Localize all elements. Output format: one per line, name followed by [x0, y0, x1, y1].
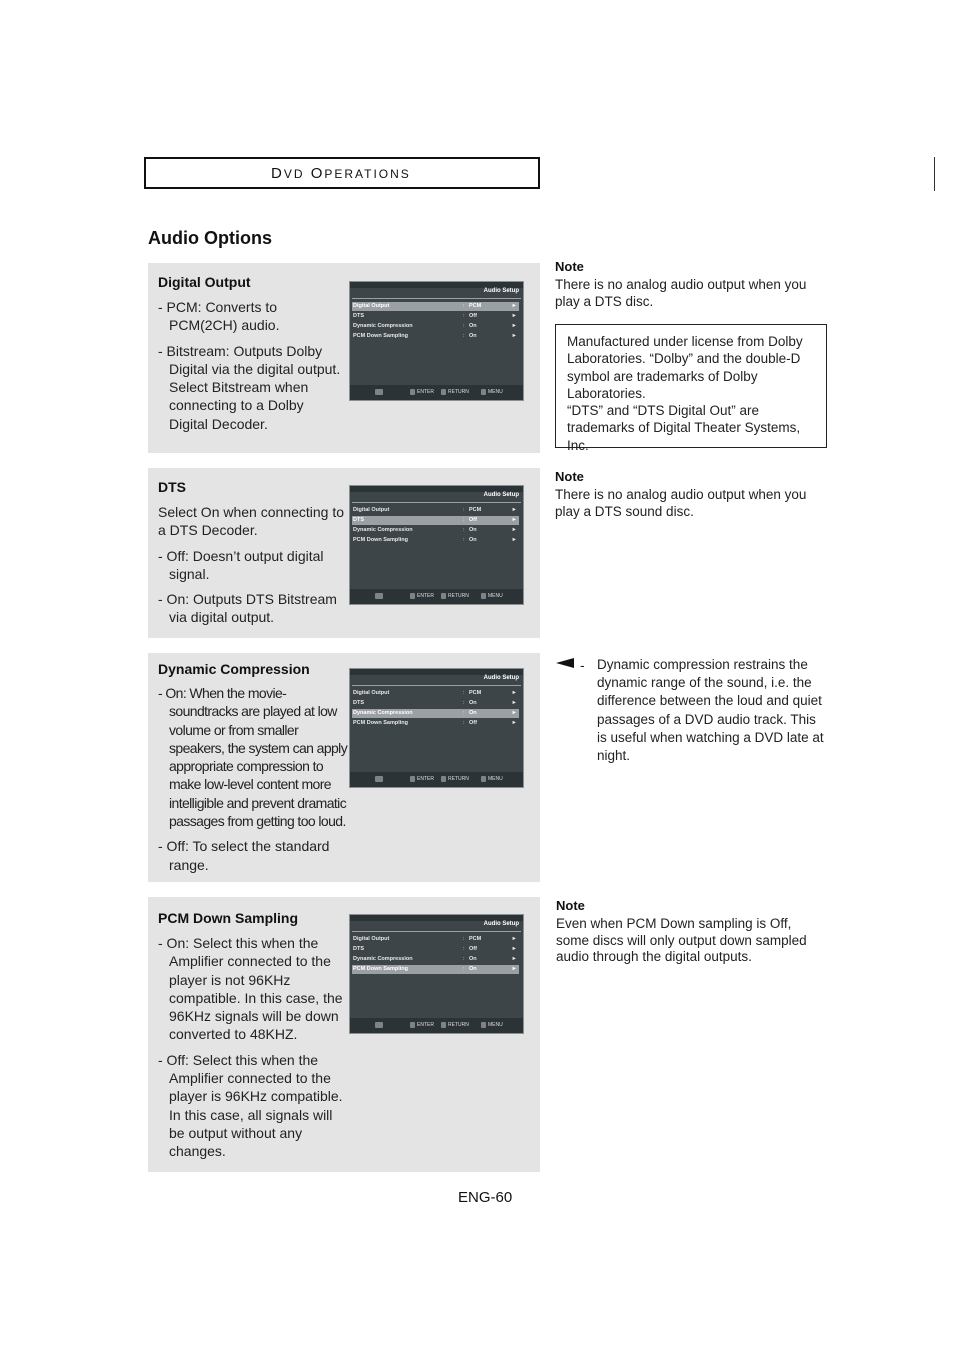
note-pcm-down-sampling — [556, 898, 828, 966]
list-item: - Off: To select the standard range. — [158, 838, 330, 873]
menu-row-dts: DTS : Off ► — [353, 946, 517, 952]
dash-mark: - — [580, 657, 585, 673]
audio-setup-screen — [349, 914, 524, 1034]
panel-text — [158, 298, 344, 433]
menu-row-digital-output: Digital Output : PCM ► — [353, 303, 517, 309]
license-box — [555, 324, 827, 453]
screen-footer: ENTER RETURN MENU — [350, 385, 523, 400]
panel-text — [158, 503, 344, 627]
panel-title: Digital Output — [158, 274, 251, 290]
note-dts-disc — [555, 259, 827, 310]
audio-setup-screen — [349, 668, 524, 788]
list-item: - Off: Doesn’t output digital signal. — [158, 547, 324, 582]
list-item: - Off: Select this when the Amplifier connected to the player is 96KHz compatible. In this case, all signals will be output without any changes. — [158, 1051, 343, 1160]
note-title: Note — [555, 469, 584, 484]
note-text: There is no analog audio output when you play a DTS disc. — [555, 277, 807, 309]
menu-row-dts: DTS : Off ► — [353, 517, 517, 523]
dynamic-compression-info: Dynamic compression restrains the dynamic range of the sound, i.e. the difference between the loud and quiet passages of a DVD audio track. This is useful when watching a DVD late at night. — [597, 657, 824, 764]
note-dts-sound-disc — [555, 469, 827, 520]
panel-text — [158, 684, 348, 874]
screen-title: Audio Setup — [483, 675, 519, 681]
screen-footer: ENTER RETURN MENU — [350, 589, 523, 604]
panel-text — [158, 934, 346, 1161]
audio-setup-screen — [349, 281, 524, 401]
menu-key-icon — [481, 1022, 486, 1028]
navigate-icon — [375, 593, 383, 599]
menu-row-dynamic-compression: Dynamic Compression : On ► — [353, 527, 517, 533]
menu-key-icon — [481, 389, 486, 395]
panel-digital-output — [148, 263, 540, 453]
list-item: - On: When the movie-soundtracks are played at low volume or from smaller speakers, the system can apply appropriate compression to make low-level content more intelligible and prevent dramatic passages from getting too loud. — [158, 685, 348, 830]
menu-row-dts: DTS : On ► — [353, 700, 517, 706]
menu-row-digital-output: Digital Output : PCM ► — [353, 690, 517, 696]
enter-key-icon — [410, 593, 415, 599]
menu-row-pcm-down-sampling: PCM Down Sampling : On ► — [353, 537, 517, 543]
navigate-icon — [375, 389, 383, 395]
page-number: ENG-60 — [458, 1189, 513, 1206]
panel-dynamic-compression — [148, 653, 540, 882]
note-title: Note — [556, 898, 585, 913]
menu-row-digital-output: Digital Output : PCM ► — [353, 507, 517, 513]
list-item: - Bitstream: Outputs Dolby Digital via the digital output. Select Bitstream when connecting to a Dolby Digital Decoder. — [158, 342, 341, 432]
enter-key-icon — [410, 776, 415, 782]
return-key-icon — [441, 593, 446, 599]
enter-key-icon — [410, 1022, 415, 1028]
navigate-icon — [375, 776, 383, 782]
chapter-header — [144, 157, 540, 189]
return-key-icon — [441, 776, 446, 782]
note-text: Even when PCM Down sampling is Off, some discs will only output down sampled audio through the digital outputs. — [556, 916, 807, 964]
menu-row-pcm-down-sampling: PCM Down Sampling : Off ► — [353, 720, 517, 726]
navigate-icon — [375, 1022, 383, 1028]
intro-text: Select On when connecting to a DTS Decoder. — [158, 504, 345, 539]
screen-footer: ENTER RETURN MENU — [350, 1018, 523, 1033]
section-title: Audio Options — [148, 228, 272, 248]
return-key-icon — [441, 389, 446, 395]
panel-title: PCM Down Sampling — [158, 910, 298, 926]
note-title: Note — [555, 259, 584, 274]
list-item: - On: Select this when the Amplifier connected to the player is not 96KHz compatible. In this case, the 96KHz signals will be down converted to 48KHZ. — [158, 935, 343, 1043]
menu-row-dynamic-compression: Dynamic Compression : On ► — [353, 710, 517, 716]
screen-footer: ENTER RETURN MENU — [350, 772, 523, 787]
note-text: There is no analog audio output when you play a DTS sound disc. — [555, 487, 807, 519]
pointer-arrow-icon — [556, 658, 574, 668]
menu-row-digital-output: Digital Output : PCM ► — [353, 936, 517, 942]
screen-title: Audio Setup — [483, 288, 519, 294]
menu-row-pcm-down-sampling: PCM Down Sampling : On ► — [353, 333, 517, 339]
menu-row-dts: DTS : Off ► — [353, 313, 517, 319]
panel-title: Dynamic Compression — [158, 661, 310, 677]
enter-key-icon — [410, 389, 415, 395]
screen-title: Audio Setup — [483, 492, 519, 498]
menu-row-dynamic-compression: Dynamic Compression : On ► — [353, 956, 517, 962]
audio-setup-screen — [349, 485, 524, 605]
panel-title: DTS — [158, 479, 186, 495]
menu-row-dynamic-compression: Dynamic Compression : On ► — [353, 323, 517, 329]
edge-rule — [934, 157, 935, 191]
menu-key-icon — [481, 776, 486, 782]
menu-key-icon — [481, 593, 486, 599]
return-key-icon — [441, 1022, 446, 1028]
menu-row-pcm-down-sampling: PCM Down Sampling : On ► — [353, 966, 517, 972]
list-item: - On: Outputs DTS Bitstream via digital output. — [158, 591, 337, 626]
panel-dts — [148, 468, 540, 638]
list-item: - PCM: Converts to PCM(2CH) audio. — [158, 299, 280, 334]
license-text: Manufactured under license from Dolby Laboratories. “Dolby” and the double-D symbol are trademarks of Dolby Laboratories. “DTS” and “DTS Digital Out” are trademarks of Digital Theater Systems, Inc. — [567, 334, 803, 453]
panel-pcm-down-sampling — [148, 897, 540, 1172]
chapter-title: DVD OPERATIONS — [271, 165, 411, 182]
screen-title: Audio Setup — [483, 921, 519, 927]
